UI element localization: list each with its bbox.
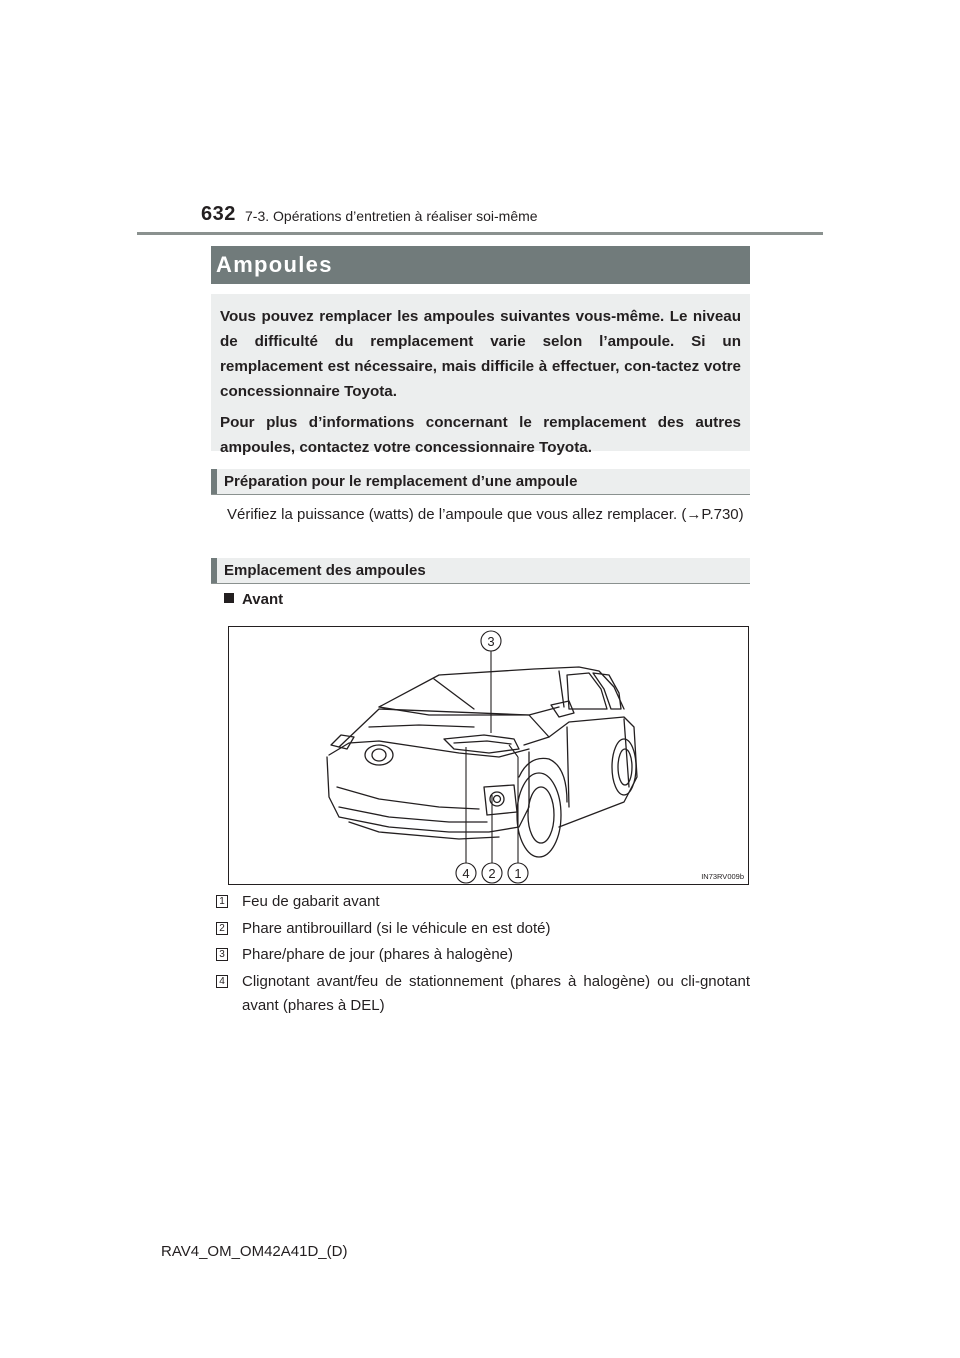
header-divider	[137, 232, 823, 235]
callout-2: 2	[488, 866, 496, 881]
list-item	[216, 890, 750, 914]
section-title: 7-3. Opérations d’entretien à réaliser soi-même	[245, 208, 538, 224]
document-code: RAV4_OM_OM42A41D_(D)	[161, 1243, 348, 1260]
prep-text: Vérifiez la puissance (watts) de l’ampoule que vous allez remplacer. (→P.730)	[227, 506, 744, 523]
intro-paragraph: Pour plus d’informations concernant le remplacement des autres ampoules, contactez votre concessionnaire Toyota.	[220, 414, 741, 456]
list-item-text: Feu de gabarit avant	[242, 893, 380, 910]
prep-heading-label: Préparation pour le remplacement d’une ampoule	[224, 473, 578, 490]
list-item	[216, 970, 750, 1018]
number-badge: 2	[216, 922, 228, 935]
car-figure	[228, 626, 749, 885]
figure-code: IN73RV009b	[701, 872, 744, 881]
page-number: 632	[201, 203, 236, 225]
list-item-text: Phare antibrouillard (si le véhicule en est doté)	[242, 920, 551, 937]
list-item	[216, 943, 750, 967]
list-item	[216, 917, 750, 941]
intro-box	[211, 294, 750, 456]
location-heading	[211, 558, 750, 584]
list-item-text: Phare/phare de jour (phares à halogène)	[242, 946, 514, 963]
square-bullet-icon	[224, 593, 234, 603]
front-subheading	[224, 591, 283, 608]
number-badge: 1	[216, 895, 228, 908]
prep-heading	[211, 469, 750, 495]
number-badge: 3	[216, 948, 228, 961]
list-item-text: Clignotant avant/feu de stationnement (phares à halogène) ou cli-gnotant avant (phares à DEL)	[242, 973, 750, 1014]
callout-3: 3	[487, 634, 495, 649]
intro-paragraph: Vous pouvez remplacer les ampoules suivantes vous-même. Le niveau de difficulté du remplacement varie selon l’ampoule. Si un remplacement est nécessaire, mais difficile à effectuer, con-tactez votre concessionnaire Toyota.	[220, 308, 741, 400]
car-front-illustration	[229, 627, 750, 886]
title-bar	[211, 246, 750, 284]
front-label: Avant	[242, 591, 284, 608]
location-heading-label: Emplacement des ampoules	[224, 562, 426, 579]
page-title: Ampoules	[216, 252, 333, 277]
callout-4: 4	[462, 866, 470, 881]
number-badge: 4	[216, 975, 228, 988]
callout-1: 1	[514, 866, 522, 881]
